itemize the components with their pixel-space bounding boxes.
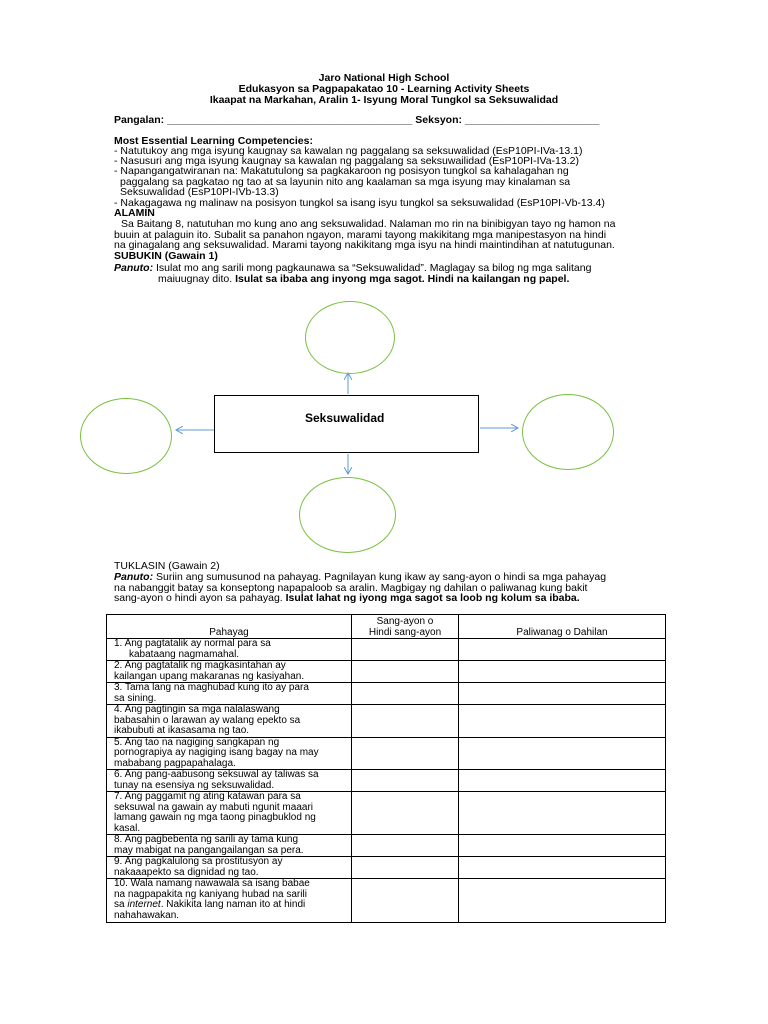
statement-italic: internet (127, 899, 161, 910)
concept-center-box (214, 395, 479, 453)
section-field[interactable]: _______________________ (464, 114, 600, 126)
agree-cell[interactable] (352, 683, 459, 705)
alamin-paragraph-line: buuin at palaguin ito. Subalit sa panahon ngayon, marami tayong makikitang mga manipestasyon na hindi (114, 229, 607, 241)
statement-cell (107, 683, 352, 705)
agree-cell[interactable] (352, 835, 459, 857)
statement-line: may mabigat na pangangailangan sa pera. (114, 844, 304, 856)
subukin-instruction-cont (158, 274, 703, 285)
statement-cell (107, 879, 352, 923)
agree-cell[interactable] (352, 639, 459, 661)
tuklasin-instruction-bold: Isulat lahat ng iyong mga sagot sa loob ng kolum sa ibaba. (285, 592, 580, 604)
statement-cell (107, 770, 352, 792)
statement-line: sa sining. (114, 692, 157, 704)
reason-cell[interactable] (459, 770, 666, 792)
statement-line: 9. Ang pagkalulong sa prostitusyon ay (114, 856, 283, 867)
alamin-paragraph-line: na ginagalang ang seksuwalidad. Marami tayong nakikitang mga isyu na hindi maintindihan at natutugunan. (114, 239, 615, 251)
statement-line: pornograpiya ay nagiging isang bagay na may (114, 747, 319, 758)
table-header-row (107, 615, 666, 639)
agree-cell[interactable] (352, 737, 459, 770)
statement-line: 5. Ang tao na nagiging sangkapan ng (114, 736, 280, 748)
agree-cell[interactable] (352, 857, 459, 879)
statement-line: nahahawakan. (114, 909, 180, 921)
statement-line: sa (114, 899, 125, 910)
agree-cell[interactable] (352, 770, 459, 792)
table-row (107, 639, 666, 661)
tuklasin-instruction-text-3: sang-ayon o hindi ayon sa pahayag. (114, 592, 283, 604)
competency-line: Seksuwalidad (EsP10PI-IVb-13.3) (120, 186, 279, 198)
header-agree-line-1: Sang-ayon o (376, 616, 434, 627)
statement-cell (107, 835, 352, 857)
statement-line: tunay na esensiya ng seksuwalidad. (114, 779, 275, 791)
tuklasin-instruction-text: Suriin ang sumusunod na pahayag. Pagnilayan kung ikaw ay sang-ayon o hindi sa mga pahayag (156, 571, 607, 583)
subukin-instruction-bold: Isulat sa ibaba ang inyong mga sagot. Hindi na kailangan ng papel. (235, 273, 570, 285)
name-field[interactable]: __________________________________________ (167, 114, 413, 126)
table-row (107, 770, 666, 792)
reason-cell[interactable] (459, 737, 666, 770)
statement-cell (107, 857, 352, 879)
reason-cell[interactable] (459, 639, 666, 661)
table-row (107, 835, 666, 857)
statement-line: 1. Ang pagtatalik ay normal para sa (114, 638, 271, 649)
statement-line: nakaaapekto sa dignidad ng tao. (114, 866, 259, 878)
tuklasin-instruction-line (114, 593, 659, 604)
reason-cell[interactable] (459, 705, 666, 738)
competency-line: - Napangangatwiranan na: Makatutulong sa pagkakaroon ng posisyon tungkol sa kahalagahan ng (114, 165, 569, 177)
table-row (107, 661, 666, 683)
statement-line: mababang pagpapahalaga. (114, 757, 236, 769)
header-agree (352, 615, 459, 639)
statement-line: kailangan upang makaranas ng kasiyahan. (114, 670, 305, 682)
table-row (107, 879, 666, 923)
statement-line: 6. Ang pang-aabusong seksuwal ay taliwas sa (114, 769, 319, 780)
alamin-paragraph-line: Sa Baitang 8, natutuhan mo kung ano ang seksuwalidad. Nalaman mo rin na binibigyan tayo ng hamon na (121, 218, 616, 230)
agree-cell[interactable] (352, 792, 459, 835)
subject-title: Edukasyon sa Pagpapakatao 10 - Learning Activity Sheets (238, 83, 530, 95)
agree-cell[interactable] (352, 661, 459, 683)
competency-line: - Nasusuri ang mga isyung kaugnay sa kawalan ng paggalang sa seksuwailidad (EsP10PI-IVa-13.2) (114, 155, 579, 167)
reason-cell[interactable] (459, 835, 666, 857)
name-label: Pangalan: (114, 114, 165, 126)
school-name: Jaro National High School (318, 72, 450, 84)
student-info-line (114, 115, 659, 126)
statement-line: kasal. (114, 822, 141, 834)
statement-line: lamang gawain ng mga taong pinagbuklod ng (114, 812, 316, 823)
reason-cell[interactable] (459, 683, 666, 705)
answer-circle-left[interactable] (80, 398, 172, 474)
statement-line: 8. Ang pagbebenta ng sarili ay tama kung (114, 834, 299, 845)
statement-cell (107, 792, 352, 835)
table-row (107, 792, 666, 835)
tuklasin-heading: TUKLASIN (Gawain 2) (114, 560, 220, 572)
competencies-heading: Most Essential Learning Competencies: (114, 135, 313, 147)
subukin-heading: SUBUKIN (Gawain 1) (114, 250, 218, 262)
lesson-title: Ikaapat na Markahan, Aralin 1- Isyung Moral Tungkol sa Seksuwalidad (209, 94, 559, 106)
competency-line: - Natutukoy ang mga isyung kaugnay sa kawalan ng paggalang sa seksuwalidad (EsP10PI-IVa-13.1) (114, 145, 583, 157)
answer-circle-top[interactable] (305, 301, 395, 374)
reason-cell[interactable] (459, 879, 666, 923)
alamin-heading: ALAMIN (114, 207, 155, 219)
header-statement: Pahayag (107, 615, 352, 639)
table-row (107, 737, 666, 770)
statement-cell (107, 639, 352, 661)
statement-line: 3. Tama lang na maghubad kung ito ay para (114, 682, 309, 693)
statement-line: 2. Ang pagtatalik ng magkasintahan ay (114, 660, 286, 671)
answer-circle-right[interactable] (522, 394, 614, 470)
reason-cell[interactable] (459, 661, 666, 683)
statement-cell (107, 661, 352, 683)
header-reason: Paliwanag o Dahilan (459, 615, 666, 639)
section-label: Seksyon: (415, 114, 462, 126)
concept-center-label: Seksuwalidad (305, 411, 385, 425)
statement-line: 10. Wala namang nawawala sa isang babae (114, 878, 310, 889)
panuto-label: Panuto: (114, 262, 154, 274)
answer-circle-bottom[interactable] (299, 477, 396, 553)
reason-cell[interactable] (459, 857, 666, 879)
tuklasin-instruction-line: na nabanggit batay sa konseptong napapaloob sa aralin. Magbigay ng dahilan o paliwanag kung bakit (114, 582, 588, 594)
statement-line: babasahin o larawan ay walang epekto sa (114, 714, 301, 726)
header-agree-line-2: Hindi sang-ayon (368, 626, 442, 638)
statement-line: . Nakikita lang naman ito at hindi (160, 899, 306, 910)
statement-line: na nagpapakita ng kaniyang hubad na sarili (114, 888, 307, 900)
statement-cell (107, 737, 352, 770)
subukin-instruction-text: Isulat mo ang sarili mong pagkaunawa sa “Seksuwalidad”. Maglagay sa bilog ng mga salitang (156, 262, 592, 274)
reason-cell[interactable] (459, 792, 666, 835)
competency-line: paggalang sa pagkatao ng tao at sa layunin nito ang kaalaman sa mga isyung may kinalaman sa (120, 176, 571, 188)
statement-line: seksuwal na gawain ay mabuti ngunit maaari (114, 801, 313, 813)
statement-line: ikabubuti at ikasasama ng tao. (114, 725, 250, 736)
table-row (107, 683, 666, 705)
subukin-instruction-text-2: maiuugnay dito. (158, 273, 233, 285)
statement-line: 7. Ang paggamit ng ating katawan para sa (114, 791, 301, 802)
table-row (107, 705, 666, 738)
table-row (107, 857, 666, 879)
competency-line: - Nakagagawa ng malinaw na posisyon tungkol sa isang isyu tungkol sa seksuwalidad (EsP10PI-Vb-13.4) (114, 197, 605, 209)
tuklasin-panuto-label: Panuto: (114, 571, 154, 583)
statement-line: 4. Ang pagtingin sa mga nalalaswang (114, 704, 280, 715)
agree-cell[interactable] (352, 879, 459, 923)
agree-cell[interactable] (352, 705, 459, 738)
statement-line: kabataang nagmamahal. (129, 648, 240, 660)
statement-cell (107, 705, 352, 738)
activity-table (106, 614, 666, 923)
